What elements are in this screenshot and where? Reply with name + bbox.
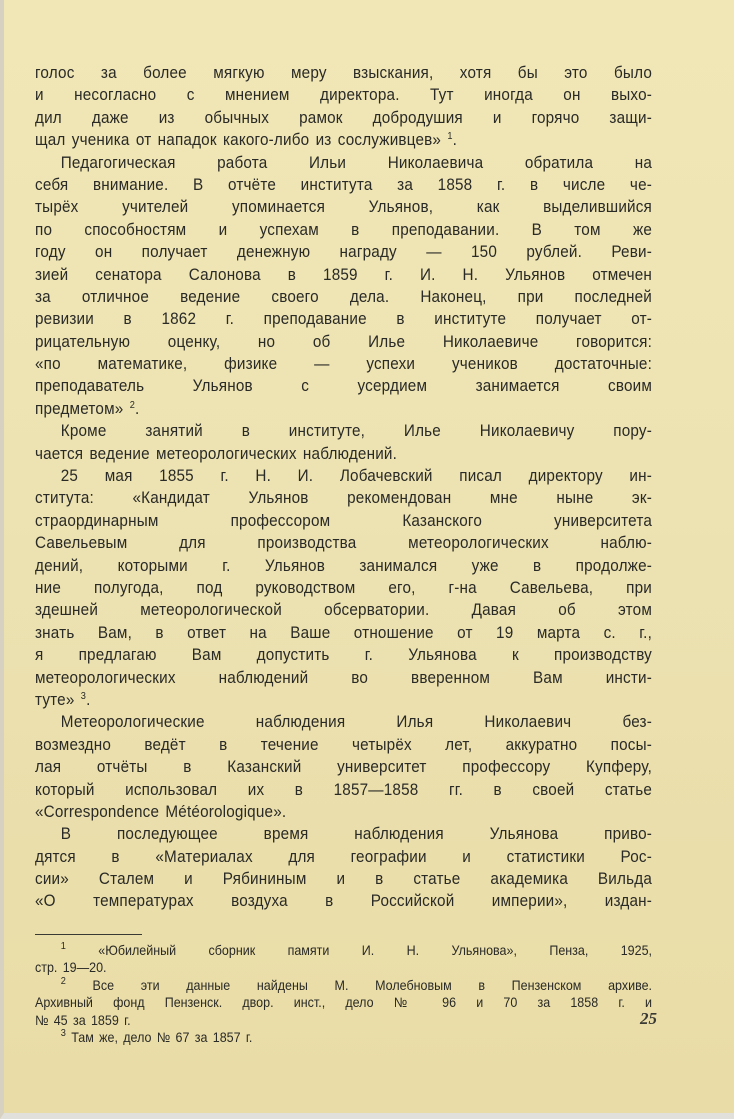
line-text: В последующее время наблюдения Ульянова приво- [60, 824, 653, 844]
footnote-marker: 2 [129, 399, 136, 411]
line-text: здешней метеорологической обсерватории. Давая об этом [35, 600, 653, 620]
text-line [35, 331, 652, 353]
line-text: году он получает денежную награду — 150 рублей. Реви- [35, 242, 653, 262]
line-text: знать Вам, в ответ на Ваше отношение от 19 марта с. г., [35, 622, 653, 642]
text-line [35, 107, 652, 129]
line-text: «О температурах воздуха в Российской империи», издан- [35, 891, 653, 911]
line-text: и несогласно с мнением директора. Тут иногда он выхо- [35, 85, 653, 105]
line-text: голос за более мягкую меру взыскания, хотя бы это было [35, 63, 653, 82]
footnote-number: 3 [60, 1027, 66, 1039]
footnote-text: № 45 за 1859 г. [35, 1012, 131, 1028]
text-line [35, 465, 652, 487]
text-line [35, 510, 652, 532]
line-text: страординарным профессором Казанского университета [35, 510, 653, 530]
footnote-divider [35, 934, 142, 935]
footnote-line [35, 994, 652, 1011]
text-line [35, 174, 652, 196]
text-line [35, 152, 652, 174]
line-text: за отличное ведение своего дела. Наконец, при последней [35, 286, 653, 306]
text-line [35, 241, 652, 263]
text-line [35, 555, 652, 577]
line-text: чается ведение метеорологических наблюдений. [35, 443, 398, 463]
footnote-marker: 3 [80, 690, 87, 702]
line-text: ститута: «Кандидат Ульянов рекомендован мне ныне эк- [35, 488, 653, 508]
line-text: зией сенатора Салонова в 1859 г. И. Н. Ульянов отмечен [35, 264, 653, 284]
line-text: рицательную оценку, но об Илье Николаевиче говорится: [35, 331, 653, 351]
line-text: туте» [35, 689, 75, 709]
text-line [35, 353, 652, 375]
text-line [35, 375, 652, 397]
line-text: Метеорологические наблюдения Илья Николаевич без- [60, 712, 653, 732]
line-text: Педагогическая работа Ильи Николаевича обратила на [60, 152, 653, 172]
footnote-line [35, 1012, 652, 1029]
text-line [35, 129, 652, 151]
line-text: лая отчёты в Казанский университет профессору Купферу, [35, 757, 653, 777]
line-text: 25 мая 1855 г. Н. И. Лобачевский писал директору ин- [60, 466, 653, 486]
footnote-text: Архивный фонд Пензенск. двор. инст., дело № 96 и 70 за 1858 г. и [35, 995, 653, 1011]
text-line [35, 868, 652, 890]
line-punctuation: . [452, 130, 458, 150]
footnote-number: 1 [60, 941, 66, 952]
line-text: сии» Сталем и Рябининым и в статье академика Вильда [35, 869, 653, 889]
footnote-text: Там же, дело № 67 за 1857 г. [71, 1029, 253, 1045]
text-line [35, 667, 652, 689]
text-line [35, 756, 652, 778]
line-text: преподаватель Ульянов с усердием занимается своим [35, 376, 653, 396]
text-line [35, 420, 652, 442]
text-line [35, 779, 652, 801]
line-text: возмездно ведёт в течение четырёх лет, аккуратно посы- [35, 734, 653, 754]
line-text: Савельевым для производства метеорологических наблю- [35, 533, 653, 553]
text-line [35, 644, 652, 666]
text-line [35, 264, 652, 286]
text-line [35, 443, 652, 465]
line-text: Кроме занятий в институте, Илье Николаевичу пору- [60, 421, 653, 441]
line-text: предметом» [35, 398, 124, 418]
footnote-text: Все эти данные найдены М. Молебновым в Пензенском архиве. [92, 977, 653, 993]
text-line [35, 689, 652, 711]
footnote-line [35, 942, 652, 959]
footnote-text: стр. 19—20. [35, 960, 107, 976]
line-text: «по математике, физике — успехи учеников достаточные: [35, 354, 653, 374]
line-punctuation: . [135, 398, 140, 418]
line-text: дятся в «Материалах для географии и статистики Рос- [35, 846, 653, 866]
line-punctuation: . [86, 689, 91, 709]
text-line [35, 577, 652, 599]
line-text: метеорологических наблюдений во вверенном Вам инсти- [35, 667, 653, 687]
text-line [35, 823, 652, 845]
footnote-line [35, 959, 652, 976]
line-text: дил даже из обычных рамок добродушия и горячо защи- [35, 107, 653, 127]
line-text: я предлагаю Вам допустить г. Ульянова к производству [35, 645, 653, 665]
line-text: ревизии в 1862 г. преподавание в институте получает от- [35, 309, 653, 329]
text-line [35, 734, 652, 756]
text-line [35, 308, 652, 330]
page-number: 25 [640, 1009, 657, 1028]
text-line [35, 398, 652, 420]
line-text: себя внимание. В отчёте института за 1858 г. в числе че- [35, 174, 653, 194]
line-text: который использовал их в 1857—1858 гг. в своей статье [35, 779, 653, 799]
body-text [35, 62, 652, 913]
text-line [35, 846, 652, 868]
line-text: «Correspondence Météorologique». [35, 801, 287, 821]
line-text: по способностям и успехам в преподавании. В том же [35, 219, 653, 239]
footnote-number: 2 [60, 975, 66, 987]
text-line [35, 532, 652, 554]
text-line [35, 84, 652, 106]
line-text: тырёх учителей упоминается Ульянов, как выделившийся [35, 197, 653, 217]
text-line [35, 622, 652, 644]
text-line [35, 286, 652, 308]
text-line [35, 890, 652, 912]
footnote-line [35, 1029, 652, 1046]
line-text: ние полугода, под руководством его, г-на Савельева, при [35, 577, 653, 597]
text-line [35, 219, 652, 241]
footnotes [35, 942, 652, 1046]
text-line [35, 487, 652, 509]
footnote-text: «Юбилейный сборник памяти И. Н. Ульянова», Пенза, 1925, [98, 943, 653, 958]
footnote-line [35, 977, 652, 994]
text-line [35, 62, 652, 84]
text-line [35, 196, 652, 218]
text-line [35, 801, 652, 823]
text-line [35, 599, 652, 621]
footnote-marker: 1 [447, 131, 453, 143]
line-text: дений, которыми г. Ульянов занимался уже в продолже- [35, 555, 653, 575]
line-text: щал ученика от нападок какого-либо из сослуживцев» [35, 130, 442, 150]
text-line [35, 711, 652, 733]
